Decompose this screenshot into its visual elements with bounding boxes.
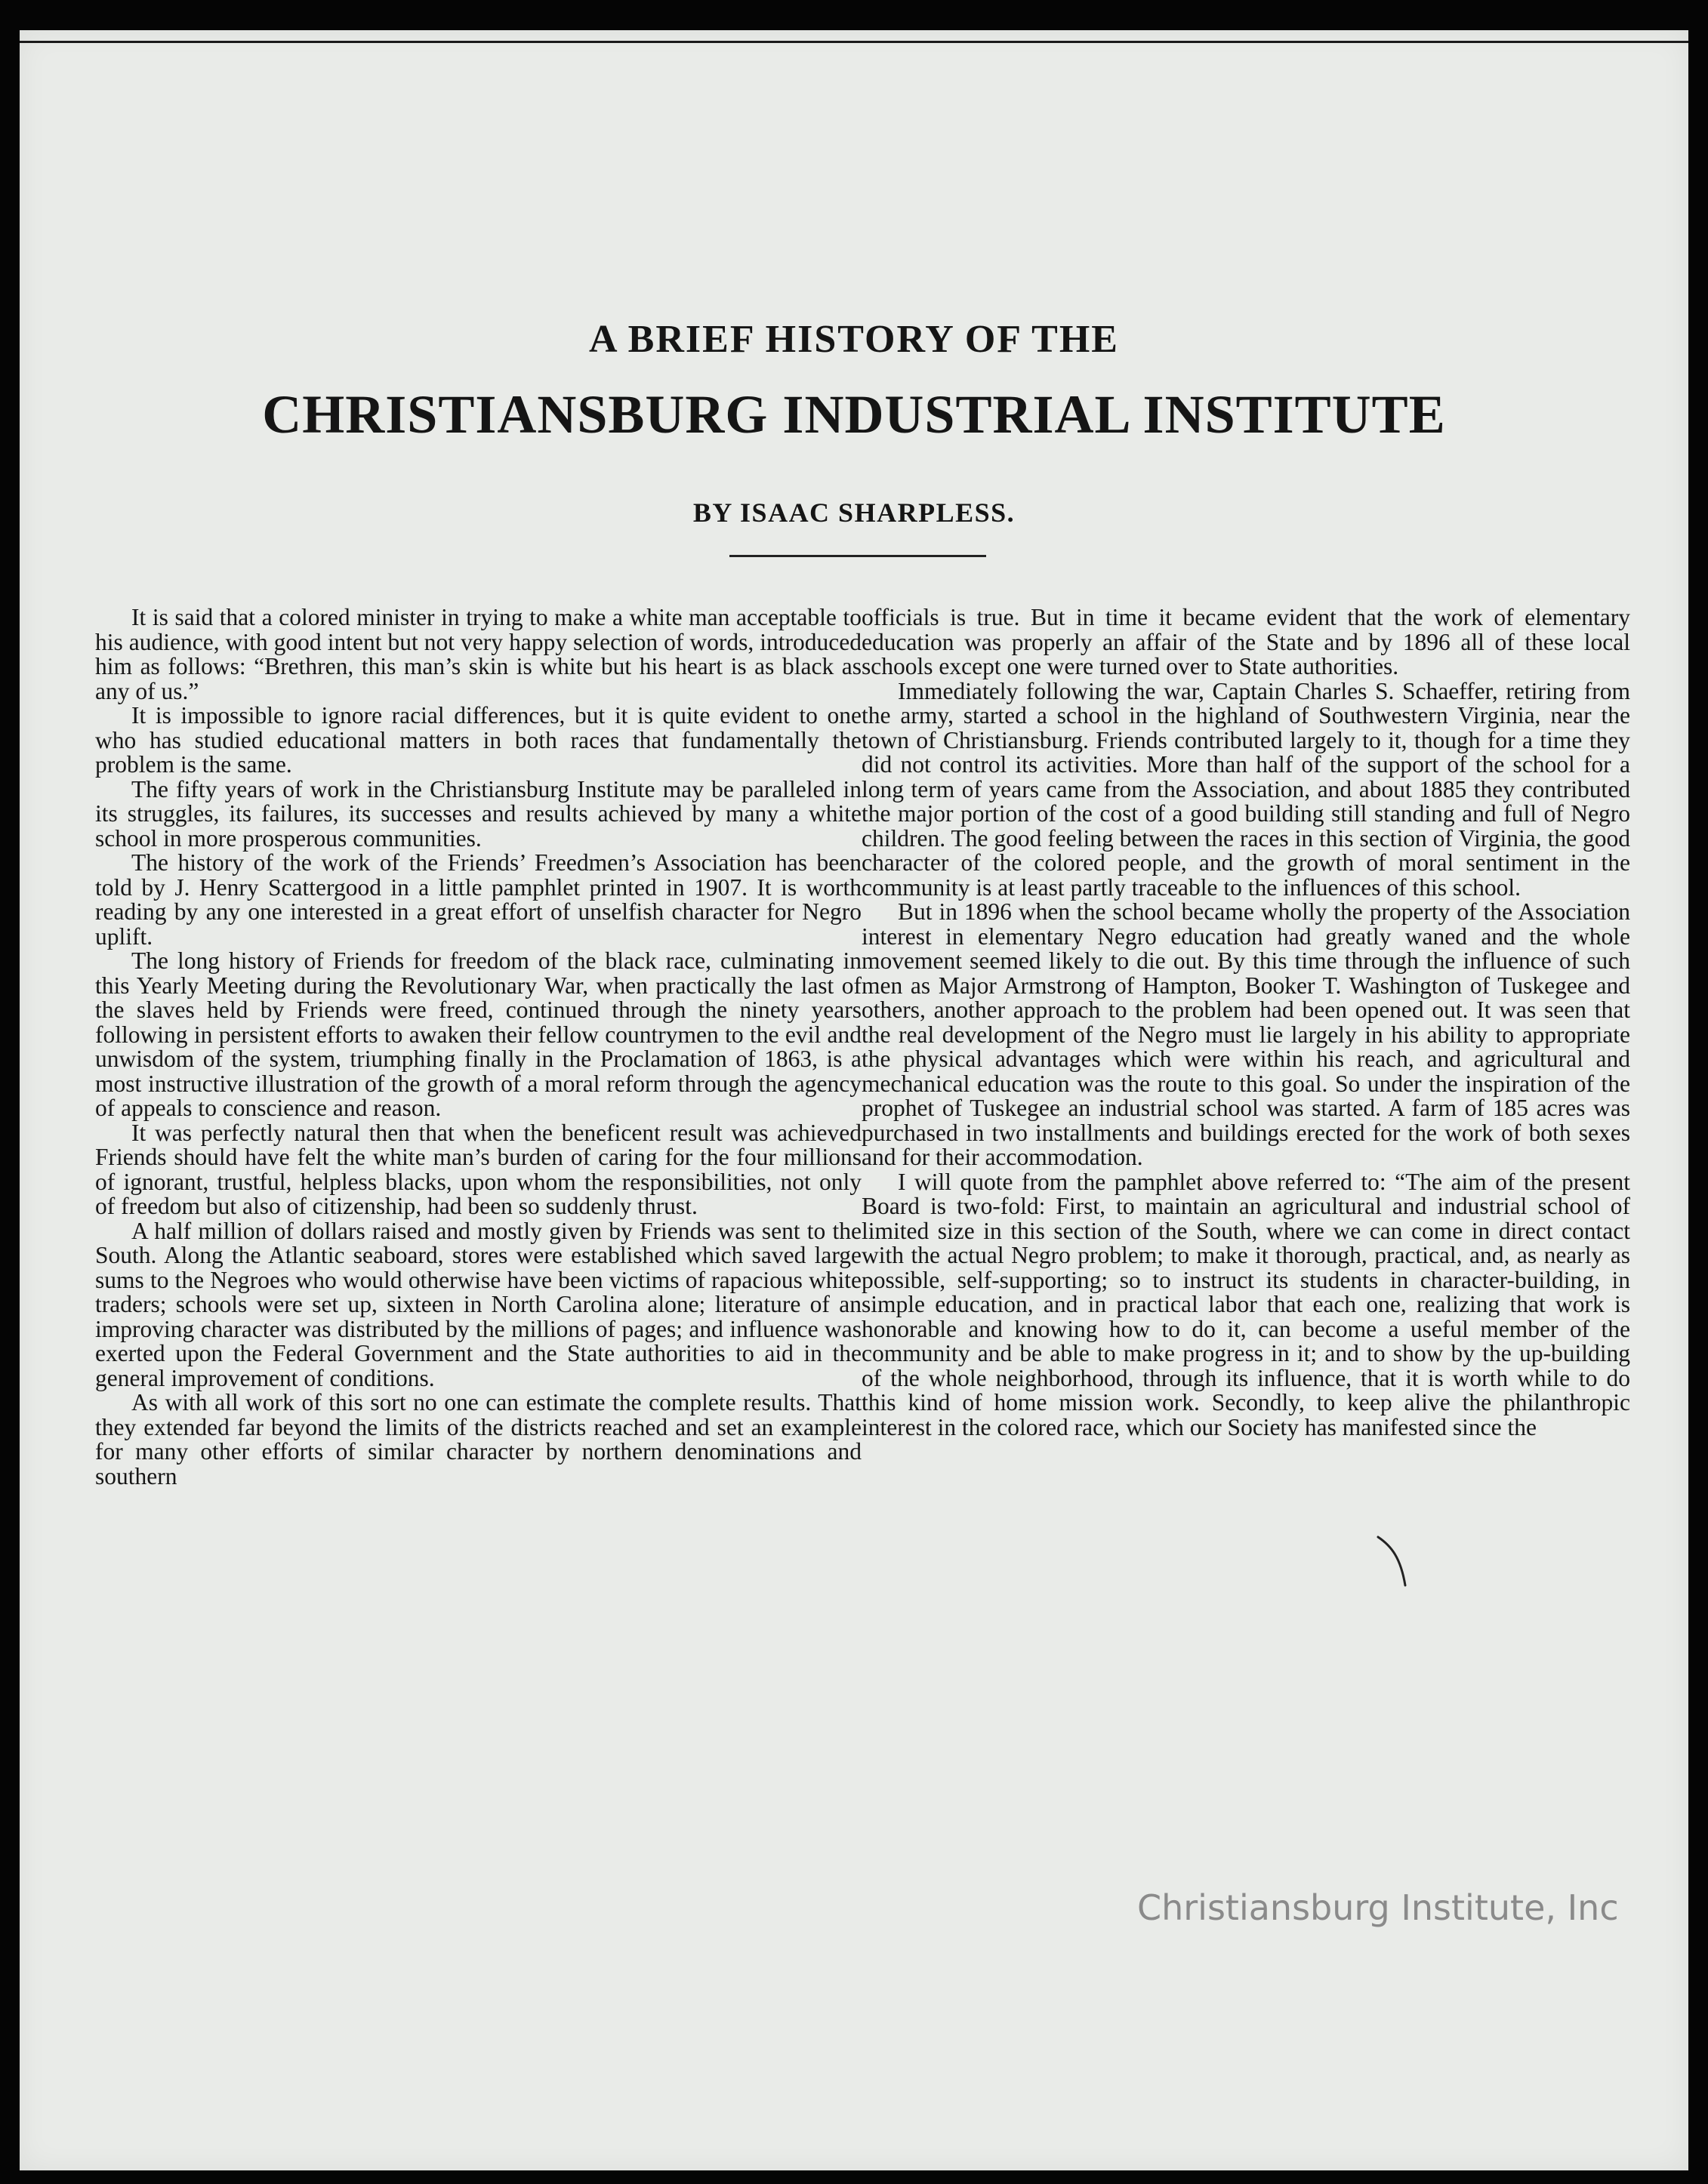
paragraph: It was perfectly natural then that when the beneficent result was achieved Friends should have felt the white man’s burden of caring for the four millions of ignorant, trustful, helpless blacks, upon whom the responsibilities, not only of freedom but also of citizenship, had been so suddenly thrust. [95, 1119, 862, 1219]
paragraph: It is said that a colored minister in trying to make a white man acceptable to his audience, with good intent but not very happy selection of words, introduced him as follows: “Brethren, this man’s skin is white but his heart is as black as any of us.” [95, 604, 862, 704]
pencil-mark-icon [1375, 1532, 1420, 1593]
page-title: CHRISTIANSBURG INDUSTRIAL INSTITUTE [262, 384, 1446, 445]
byline: BY ISAAC SHARPLESS. [692, 497, 1016, 528]
paragraph: I will quote from the pamphlet above referred to: “The aim of the present Board is two-fold: First, to maintain an agricultural and industrial school of limited size in this section of the South, where we can come in direct contact with the actual Negro problem; to make it thorough, practical, and, as nearly as possible, self-supporting; so to instruct its students in character-building, in simple education, and in practical labor that each one, realizing that work is honorable and knowing how to do it, can become a useful member of the community and be able to make progress in it; and to show by the up-building of the whole neighborhood, through its influence, that it is worth while to do this kind of home mission work. Secondly, to keep alive the philanthropic interest in the colored race, which our Society has manifested since the [862, 1168, 1630, 1440]
paragraph: The history of the work of the Friends’ Freedmen’s Association has been told by J. Henry Scattergood in a little pamphlet printed in 1907. It is worth reading by any one interested in a great effort of unselfish character for Negro uplift. [95, 849, 862, 950]
paragraph: The long history of Friends for freedom of the black race, culminating in this Yearly Meeting during the Revolutionary War, when practically the last of the slaves held by Friends were freed, continued through the ninety years following in persistent efforts to awaken their fellow countrymen to the evil and unwisdom of the system, triumphing finally in the Proclamation of 1863, is a most instructive illustration of the growth of a moral reform through the agency of appeals to conscience and reason. [95, 947, 862, 1121]
watermark: Christiansburg Institute, Inc [1137, 1887, 1619, 1928]
paragraph: But in 1896 when the school became wholly the property of the Association interest in elementary Negro education had greatly waned and the whole movement seemed likely to die out. By this time through the influence of such men as Major Armstrong of Hampton, Booker T. Washington of Tuskegee and others, another approach to the problem had been opened out. It was seen that the real development of the Negro must lie largely in his ability to appropriate the physical advantages which were within his reach, and agricultural and mechanical education was the route to this goal. So under the inspiration of the prophet of Tuskegee an industrial school was started. A farm of 185 acres was purchased in two installments and buildings erected for the work of both sexes and for their accommodation. [862, 898, 1630, 1170]
paragraph-continuation: officials is true. But in time it became evident that the work of elementary education was properly an affair of the State and by 1896 all of these local schools except one were turned over to State authorities. [862, 604, 1630, 679]
paragraph: A half million of dollars raised and mostly given by Friends was sent to the South. Along the Atlantic seaboard, stores were established which saved large sums to the Negroes who would otherwise have been victims of rapacious white traders; schools were set up, sixteen in North Carolina alone; literature of an improving character was distributed by the millions of pages; and influence was exerted upon the Federal Government and the State authorities to aid in the general improvement of conditions. [95, 1217, 862, 1391]
title-line-1: A BRIEF HISTORY OF THE [589, 318, 1119, 361]
top-rule [20, 41, 1688, 43]
paragraph: Immediately following the war, Captain Charles S. Schaeffer, retiring from the army, started a school in the highland of Southwestern Virginia, near the town of Christiansburg. Friends contributed largely to it, though for a time they did not control its activities. More than half of the support of the school for a long term of years came from the Association, and about 1885 they contributed the major portion of the cost of a good building still standing and full of Negro children. The good feeling between the races in this section of Virginia, the good character of the colored people, and the growth of moral sentiment in the community is at least partly traceable to the influences of this school. [862, 677, 1630, 901]
left-column [95, 605, 862, 1489]
paragraph: It is impossible to ignore racial differences, but it is quite evident to one who has studied educational matters in both races that fundamentally the problem is the same. [95, 702, 862, 778]
right-column [862, 605, 1630, 1440]
paragraph: As with all work of this sort no one can estimate the complete results. That they extended far beyond the limits of the districts reached and set an example for many other efforts of similar character by northern denominations and southern [95, 1389, 862, 1489]
paragraph: The fifty years of work in the Christiansburg Institute may be paralleled in its struggles, its failures, its successes and results achieved by many a white school in more prosperous communities. [95, 775, 862, 852]
document-page [20, 30, 1688, 2170]
title-divider [729, 555, 986, 557]
